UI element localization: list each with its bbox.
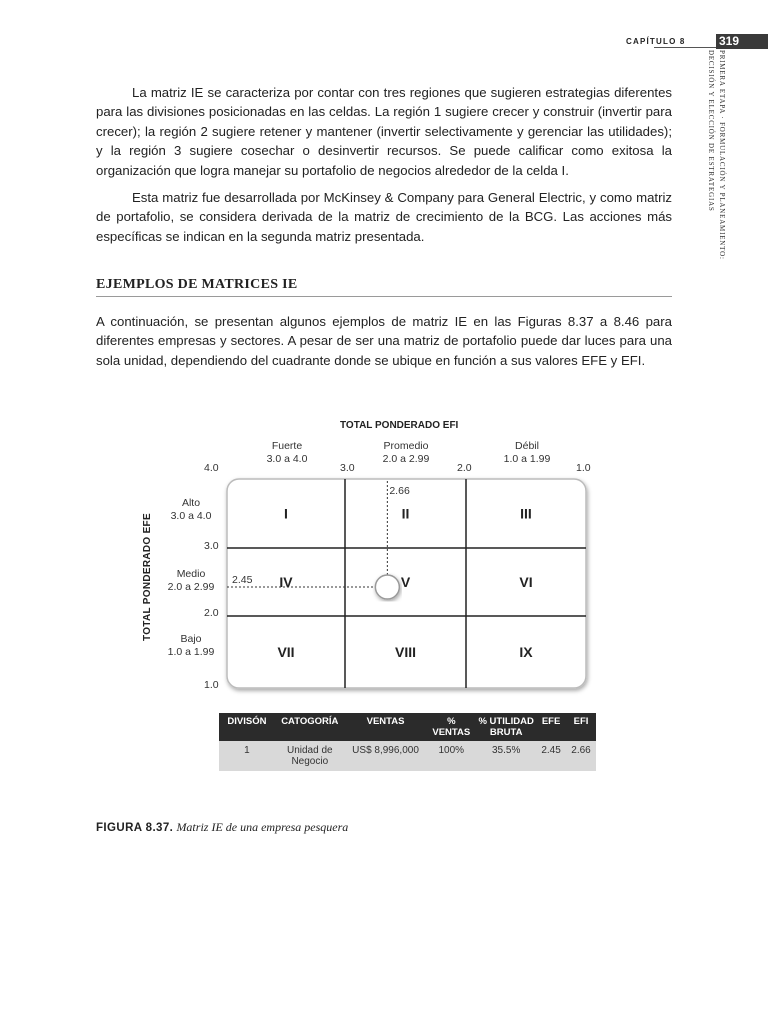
cell-efi: 2.66 bbox=[566, 741, 596, 771]
matrix-cell-label: II bbox=[401, 505, 410, 522]
efe-value-label: 2.45 bbox=[232, 573, 253, 586]
figure-caption-text: Matriz IE de una empresa pesquera bbox=[176, 820, 349, 834]
x-tick-1: 1.0 bbox=[576, 462, 591, 474]
cell-division: 1 bbox=[219, 741, 275, 771]
col-header-sales: VENTAS bbox=[345, 713, 427, 741]
matrix-cell-label: IX bbox=[519, 644, 533, 660]
table-row bbox=[219, 741, 596, 771]
figure-caption bbox=[96, 820, 348, 835]
matrix-cell-label: VIII bbox=[394, 644, 417, 660]
x-tick-2: 2.0 bbox=[457, 462, 472, 474]
y-category-3-name: Bajo bbox=[180, 633, 202, 645]
paragraph-3: A continuación, se presentan algunos ejemplos de matriz IE en las Figuras 8.37 a 8.46 para diferentes empresas y sectores. A pesar de ser una matriz de portafolio puede dar luces para una sola unidad, dependiendo del cuadrante donde se ubique en función a sus valores EFE y EFI. bbox=[96, 314, 672, 368]
x-tick-3: 3.0 bbox=[340, 462, 355, 474]
cell-efe: 2.45 bbox=[536, 741, 566, 771]
side-running-head-line1: PRIMERA ETAPA · FORMULACIÓN Y PLANEAMIENTO: bbox=[718, 50, 726, 260]
cell-sales-pct: 100% bbox=[426, 741, 476, 771]
side-running-head-line2: DECISIÓN Y ELECCIÓN DE ESTRATEGIAS bbox=[707, 50, 715, 212]
y-tick-2: 2.0 bbox=[204, 607, 219, 619]
matrix-cell-label: VI bbox=[519, 574, 533, 590]
col-header-gross-margin: % UTILIDAD BRUTA bbox=[476, 713, 536, 741]
division-table bbox=[219, 713, 596, 771]
cell-gross-margin: 35.5% bbox=[476, 741, 536, 771]
y-tick-1: 1.0 bbox=[204, 679, 219, 691]
matrix-cell-label: VII bbox=[277, 644, 295, 660]
col-header-sales-pct: % VENTAS bbox=[426, 713, 476, 741]
division-bubble bbox=[375, 575, 399, 599]
table-header-row bbox=[219, 713, 596, 741]
x-category-1-name: Fuerte bbox=[271, 440, 303, 452]
x-category-3-range: 1.0 a 1.99 bbox=[503, 453, 551, 465]
y-tick-3: 3.0 bbox=[204, 540, 219, 552]
figure-number: FIGURA 8.37. bbox=[96, 822, 174, 834]
col-header-efi: EFI bbox=[566, 713, 596, 741]
y-axis-title: TOTAL PONDERADO EFE bbox=[142, 513, 153, 641]
x-tick-4: 4.0 bbox=[204, 462, 219, 474]
y-category-3-range: 1.0 a 1.99 bbox=[167, 646, 215, 658]
matrix-cell-label: I bbox=[284, 505, 288, 522]
matrix-cell-label: V bbox=[400, 574, 411, 590]
section-heading: EJEMPLOS DE MATRICES IE bbox=[96, 277, 298, 292]
paragraph-2: Esta matriz fue desarrollada por McKinsey & Company para General Electric, y como matriz de portafolio, se considera derivada de la matriz de crecimiento de la BCG. Las acciones más específicas se indican en la segunda matriz presentada. bbox=[96, 190, 672, 244]
y-category-2-name: Medio bbox=[176, 568, 206, 580]
matrix-cell-label: III bbox=[520, 505, 532, 522]
col-header-division: DIVISÓN bbox=[219, 713, 275, 741]
col-header-category: CATOGORÍA bbox=[275, 713, 345, 741]
cell-category: Unidad de Negocio bbox=[275, 741, 345, 771]
x-category-1-range: 3.0 a 4.0 bbox=[266, 453, 308, 465]
chart-title: TOTAL PONDERADO EFI bbox=[340, 420, 459, 431]
y-category-1-name: Alto bbox=[181, 497, 201, 509]
x-category-2-name: Promedio bbox=[383, 440, 429, 452]
chapter-label: CAPÍTULO 8 bbox=[626, 37, 686, 46]
cell-sales: US$ 8,996,000 bbox=[345, 741, 427, 771]
y-category-1-range: 3.0 a 4.0 bbox=[170, 510, 212, 522]
x-category-3-name: Débil bbox=[515, 440, 539, 452]
y-category-2-range: 2.0 a 2.99 bbox=[167, 581, 215, 593]
col-header-efe: EFE bbox=[536, 713, 566, 741]
matrix-cell-label: IV bbox=[279, 574, 293, 590]
page-number: 319 bbox=[716, 34, 768, 49]
x-category-2-range: 2.0 a 2.99 bbox=[382, 453, 430, 465]
paragraph-1: La matriz IE se caracteriza por contar con tres regiones que sugieren estrategias diferentes para las divisiones posicionadas en las celdas. La región 1 sugiere crecer y construir (invertir para crecer); la región 2 sugiere retener y mantener (invertir selectivamente y gerenciar las utilidades); y la región 3 sugiere cosechar o desinvertir recursos. Se puede calificar como exitosa la organización que logra manejar su portafolio de negocios alrededor de la celda I. bbox=[96, 85, 672, 178]
efi-value-label: 2.66 bbox=[389, 485, 410, 497]
